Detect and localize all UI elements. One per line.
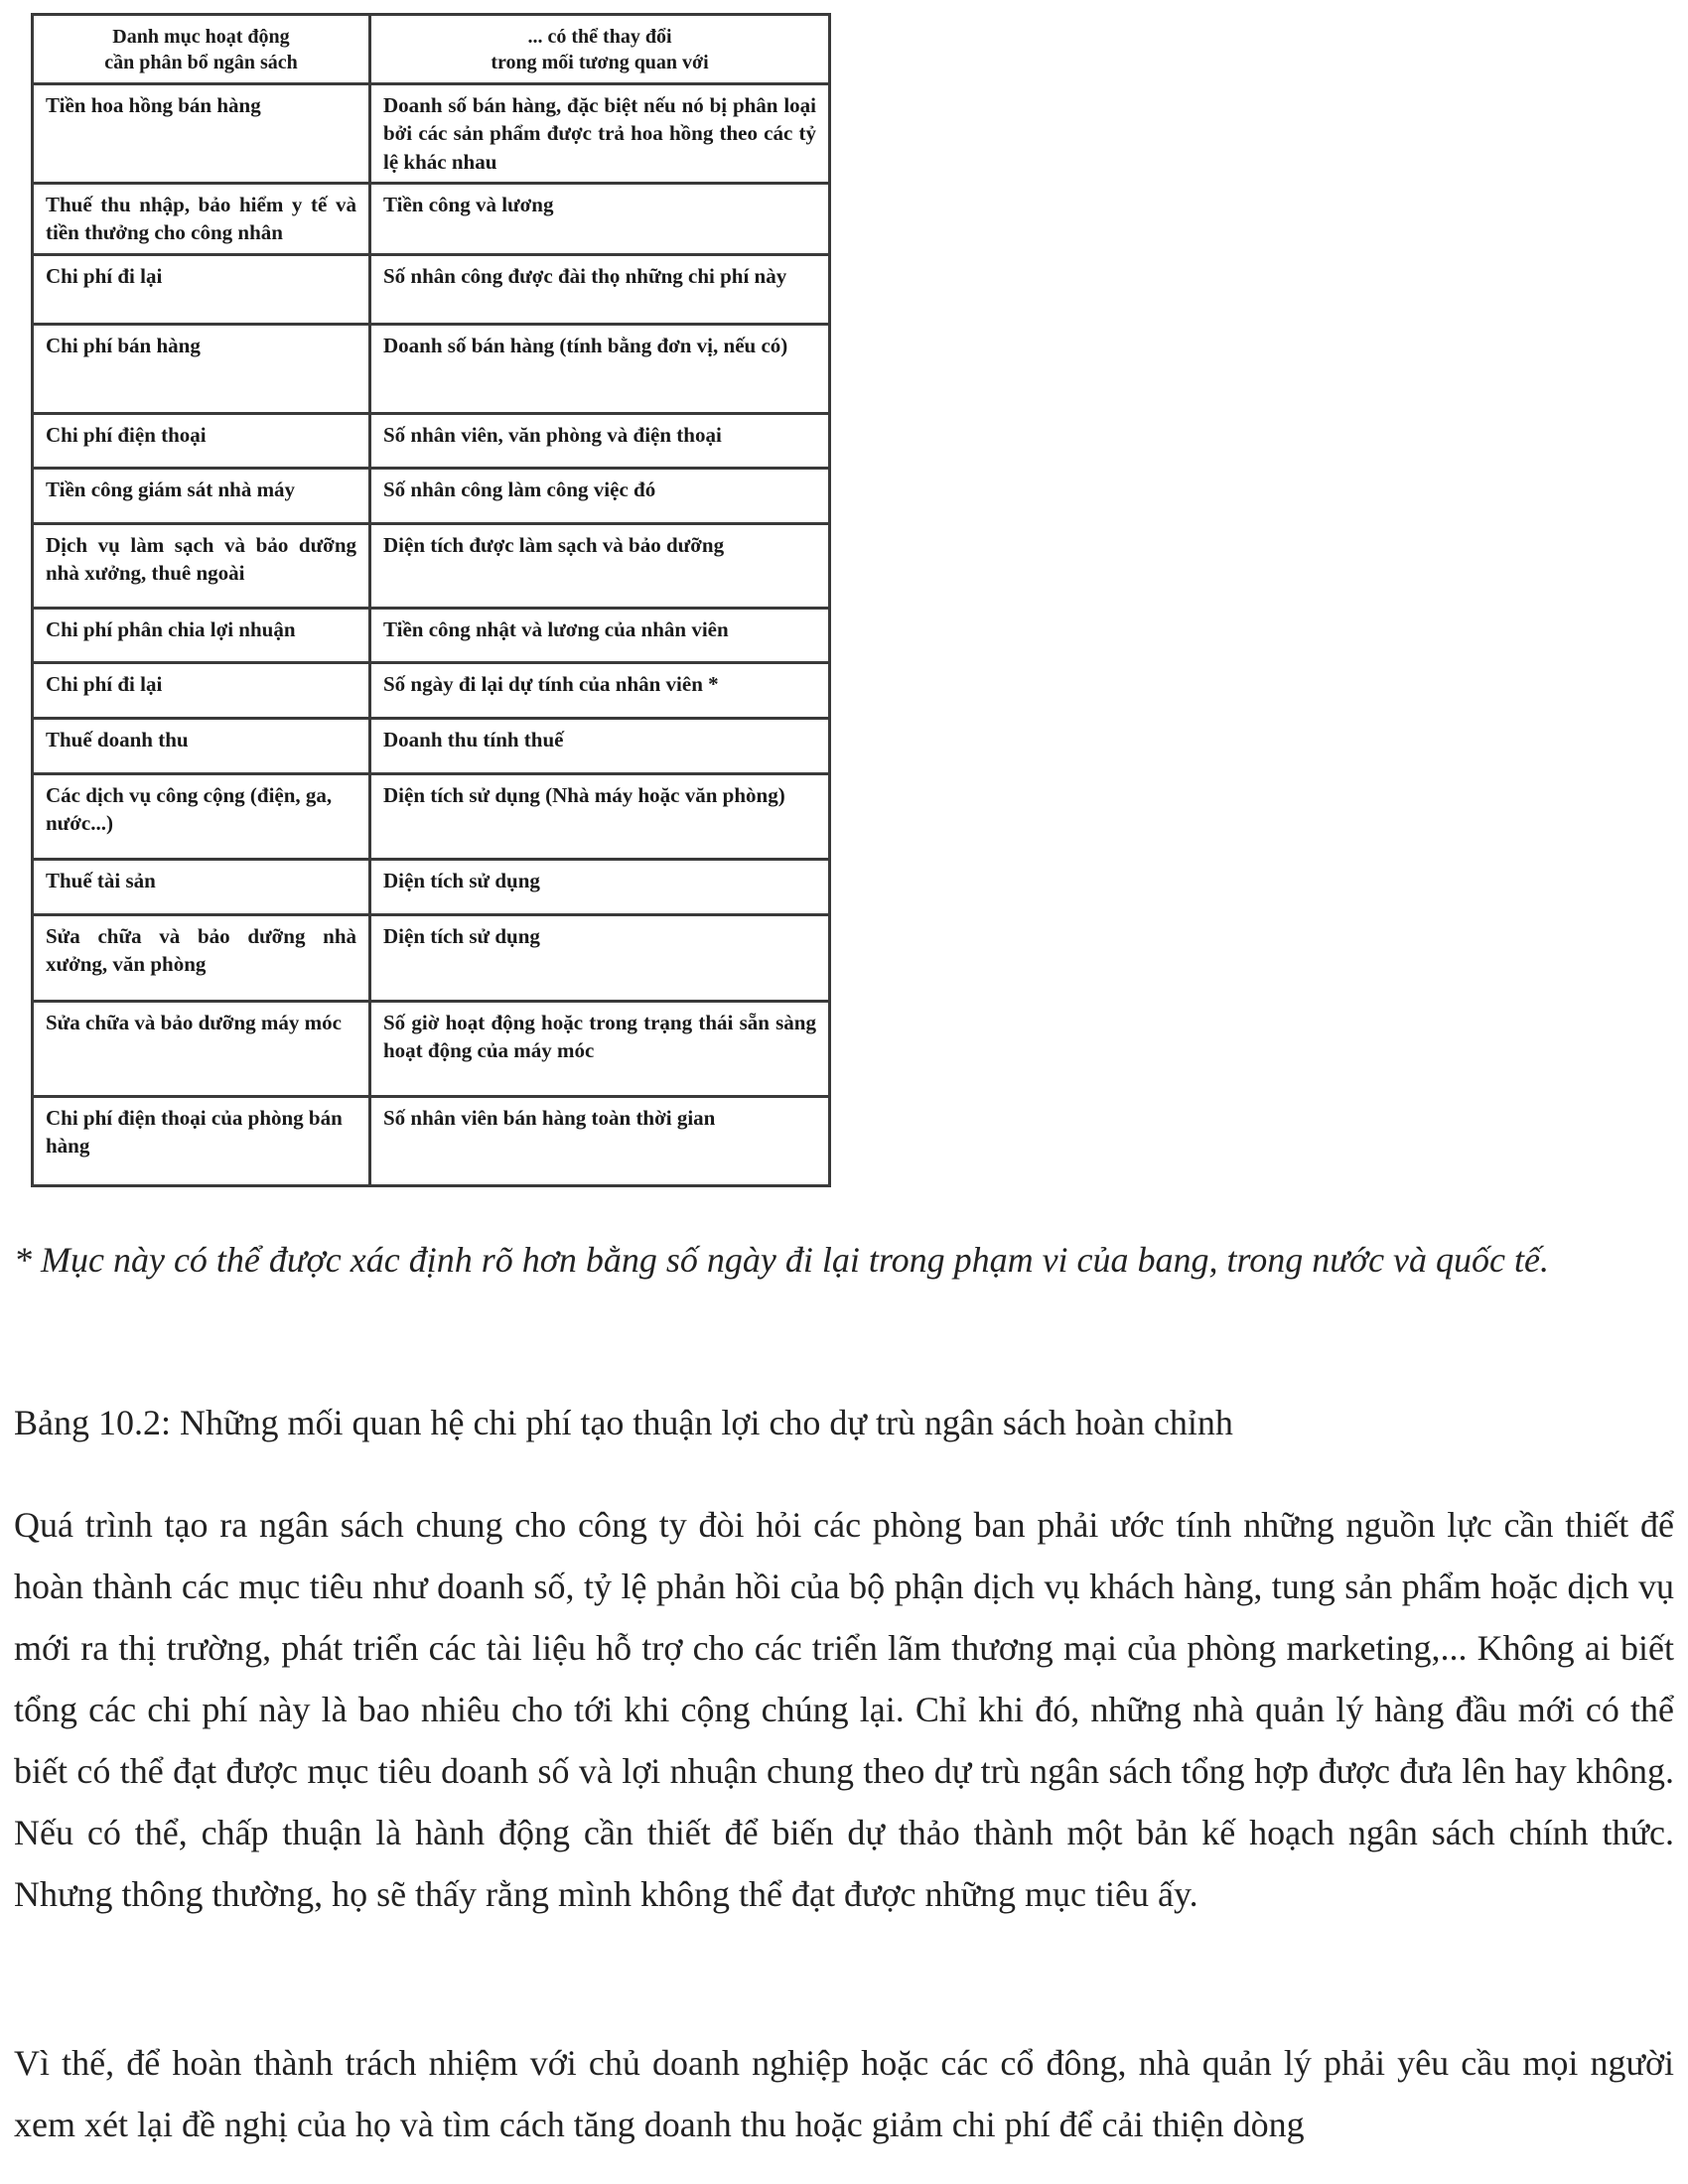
driver-cell: Số ngày đi lại dự tính của nhân viên * bbox=[370, 662, 830, 718]
table-row bbox=[33, 718, 830, 773]
table-row bbox=[33, 608, 830, 662]
header-driver-line1: ... có thể thay đổi bbox=[527, 26, 672, 48]
activity-cell: Tiền hoa hồng bán hàng bbox=[33, 84, 370, 184]
activity-cell: Chi phí bán hàng bbox=[33, 324, 370, 413]
activity-cell: Chi phí đi lại bbox=[33, 254, 370, 324]
activity-cell: Chi phí điện thoại bbox=[33, 413, 370, 468]
driver-cell: Diện tích sử dụng bbox=[370, 914, 830, 1001]
header-activity-line1: Danh mục hoạt động bbox=[112, 26, 290, 48]
driver-cell: Số nhân công được đài thọ những chi phí này bbox=[370, 254, 830, 324]
activity-cell: Sửa chữa và bảo dưỡng máy móc bbox=[33, 1001, 370, 1096]
table-row bbox=[33, 84, 830, 184]
driver-cell: Số nhân công làm công việc đó bbox=[370, 468, 830, 523]
body-paragraph: Quá trình tạo ra ngân sách chung cho công ty đòi hỏi các phòng ban phải ước tính những nguồn lực cần thiết để hoàn thành các mục tiêu như doanh số, tỷ lệ phản hồi của bộ phận dịch vụ khách hàng, tung sản phẩm hoặc dịch vụ mới ra thị trường, phát triển các tài liệu hỗ trợ cho các triển lãm thương mại của phòng marketing,... Không ai biết tổng các chi phí này là bao nhiêu cho tới khi cộng chúng lại. Chỉ khi đó, những nhà quản lý hàng đầu mới có thể biết có thể đạt được mục tiêu doanh số và lợi nhuận chung theo dự trù ngân sách tổng hợp được đưa lên hay không. Nếu có thể, chấp thuận là hành động cần thiết để biến dự thảo thành một bản kế hoạch ngân sách chính thức. Nhưng thông thường, họ sẽ thấy rằng mình không thể đạt được những mục tiêu ấy. bbox=[14, 1505, 1674, 1914]
activity-cell: Tiền công giám sát nhà máy bbox=[33, 468, 370, 523]
driver-cell: Tiền công và lương bbox=[370, 184, 830, 255]
activity-cell: Dịch vụ làm sạch và bảo dưỡng nhà xưởng, thuê ngoài bbox=[33, 523, 370, 608]
driver-cell: Số nhân viên bán hàng toàn thời gian bbox=[370, 1096, 830, 1185]
driver-cell: Số giờ hoạt động hoặc trong trạng thái sẵn sàng hoạt động của máy móc bbox=[370, 1001, 830, 1096]
activity-cell: Thuế tài sản bbox=[33, 859, 370, 914]
table-row bbox=[33, 523, 830, 608]
activity-cell: Chi phí đi lại bbox=[33, 662, 370, 718]
activity-cell: Chi phí điện thoại của phòng bán hàng bbox=[33, 1096, 370, 1185]
table-row bbox=[33, 1096, 830, 1185]
table-footnote: * Mục này có thể được xác định rõ hơn bằng số ngày đi lại trong phạm vi của bang, trong nước và quốc tế. bbox=[14, 1240, 1549, 1280]
table-row bbox=[33, 859, 830, 914]
activity-cell: Sửa chữa và bảo dưỡng nhà xưởng, văn phòng bbox=[33, 914, 370, 1001]
cost-relationship-table-wrapper bbox=[31, 13, 828, 1182]
driver-cell: Diện tích sử dụng (Nhà máy hoặc văn phòng) bbox=[370, 773, 830, 859]
header-activity bbox=[33, 15, 370, 84]
table-row bbox=[33, 324, 830, 413]
activity-cell: Chi phí phân chia lợi nhuận bbox=[33, 608, 370, 662]
body-paragraph: Vì thế, để hoàn thành trách nhiệm với chủ doanh nghiệp hoặc các cổ đông, nhà quản lý phải yêu cầu mọi người xem xét lại đề nghị của họ và tìm cách tăng doanh thu hoặc giảm chi phí để cải thiện dòng bbox=[14, 2043, 1674, 2144]
driver-cell: Doanh số bán hàng, đặc biệt nếu nó bị phân loại bởi các sản phẩm được trả hoa hồng theo các tỷ lệ khác nhau bbox=[370, 84, 830, 184]
driver-cell: Diện tích sử dụng bbox=[370, 859, 830, 914]
header-driver-line2: trong mối tương quan với bbox=[491, 52, 709, 73]
table-header-row bbox=[33, 15, 830, 84]
activity-cell: Thuế thu nhập, bảo hiểm y tế và tiền thưởng cho công nhân bbox=[33, 184, 370, 255]
header-driver bbox=[370, 15, 830, 84]
table-row bbox=[33, 773, 830, 859]
driver-cell: Diện tích được làm sạch và bảo dưỡng bbox=[370, 523, 830, 608]
table-row bbox=[33, 1001, 830, 1096]
driver-cell: Doanh thu tính thuế bbox=[370, 718, 830, 773]
table-row bbox=[33, 468, 830, 523]
activity-cell: Các dịch vụ công cộng (điện, ga, nước...) bbox=[33, 773, 370, 859]
table-row bbox=[33, 184, 830, 255]
driver-cell: Tiền công nhật và lương của nhân viên bbox=[370, 608, 830, 662]
table-row bbox=[33, 914, 830, 1001]
table-row bbox=[33, 413, 830, 468]
table-row bbox=[33, 662, 830, 718]
table-caption: Bảng 10.2: Những mối quan hệ chi phí tạo thuận lợi cho dự trù ngân sách hoàn chỉnh bbox=[14, 1403, 1233, 1442]
cost-relationship-table bbox=[31, 13, 831, 1187]
activity-cell: Thuế doanh thu bbox=[33, 718, 370, 773]
driver-cell: Số nhân viên, văn phòng và điện thoại bbox=[370, 413, 830, 468]
driver-cell: Doanh số bán hàng (tính bằng đơn vị, nếu có) bbox=[370, 324, 830, 413]
table-row bbox=[33, 254, 830, 324]
header-activity-line2: cần phân bổ ngân sách bbox=[104, 52, 298, 73]
